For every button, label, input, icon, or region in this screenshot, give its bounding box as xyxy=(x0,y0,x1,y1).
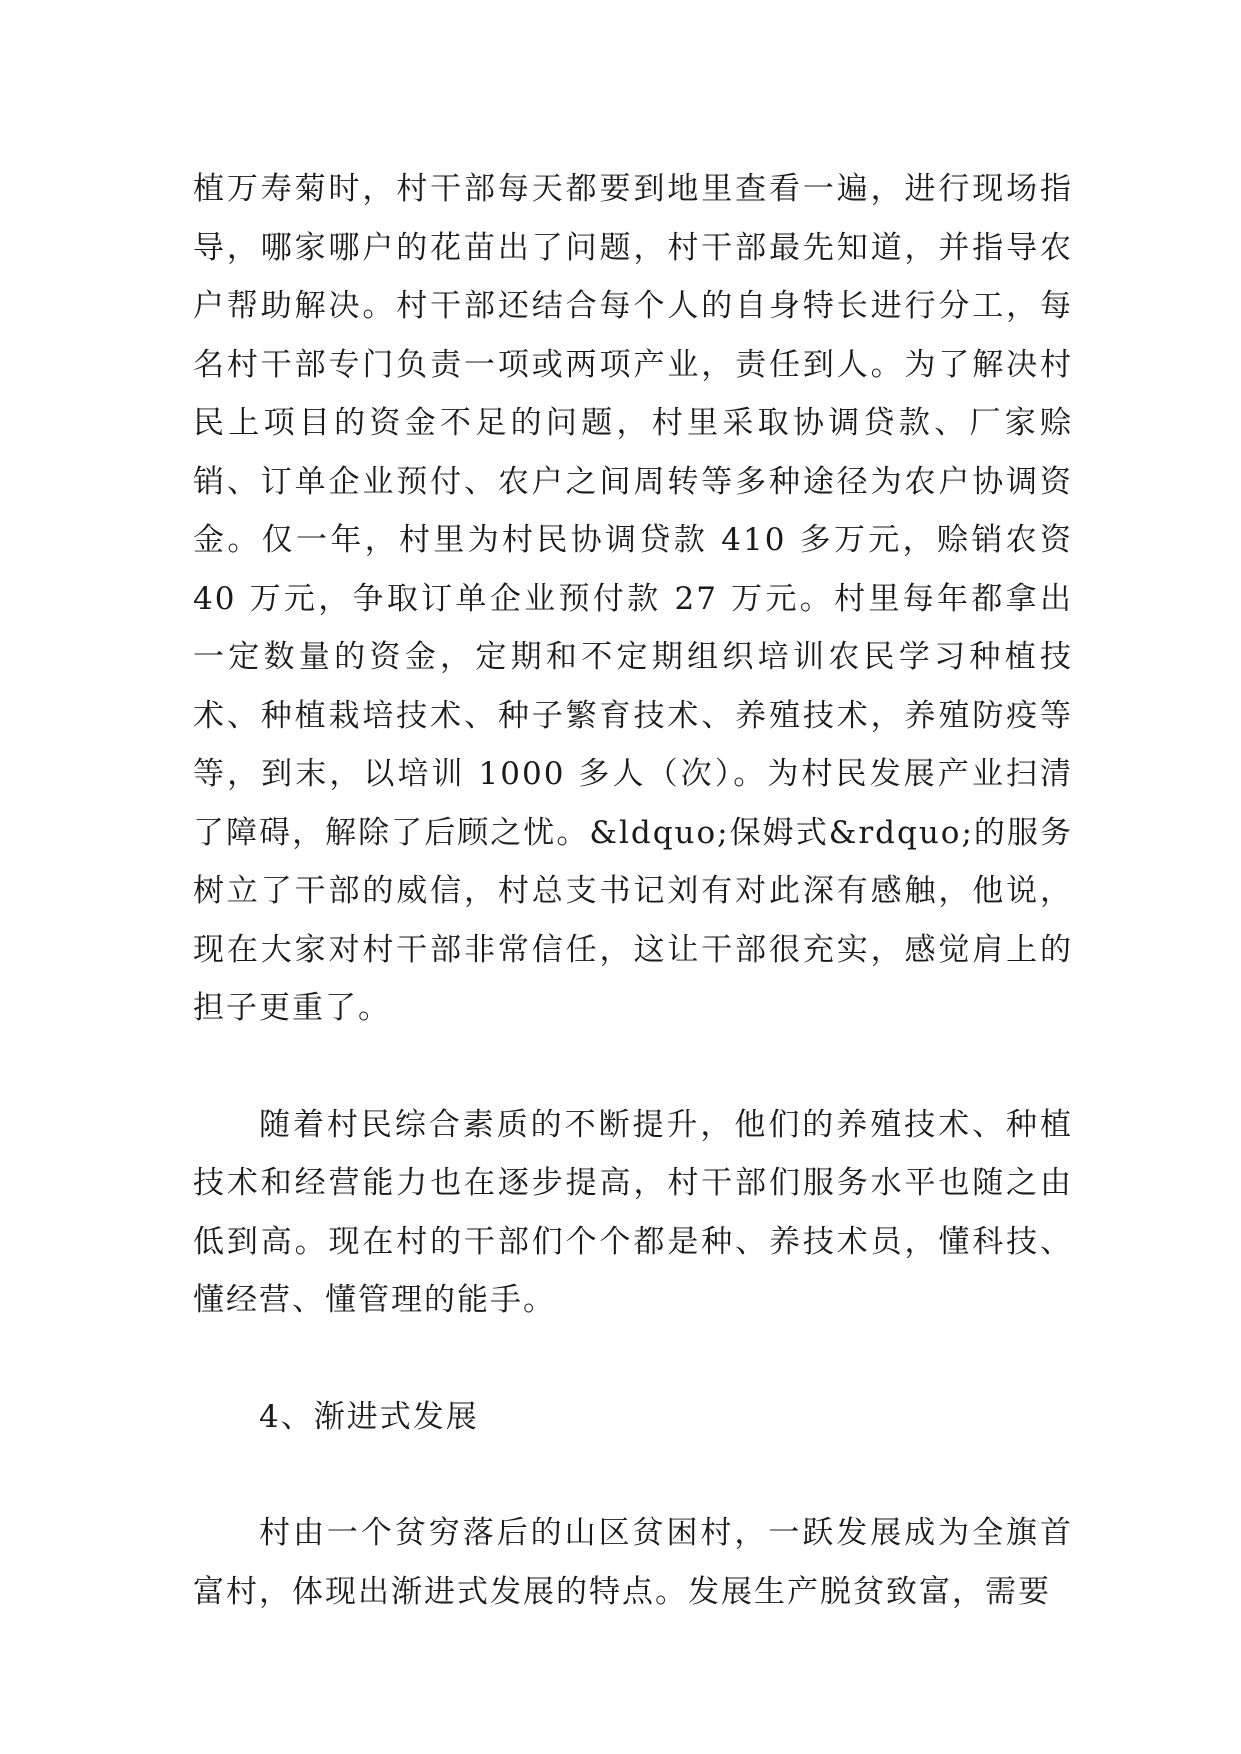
paragraph-gap xyxy=(193,1330,1073,1388)
paragraph-1: 植万寿菊时，村干部每天都要到地里查看一遍，进行现场指导，哪家哪户的花苗出了问题，村干部最先知道，并指导农户帮助解决。村干部还结合每个人的自身特长进行分工，每名村干部专门负责一项或两项产业，责任到人。为了解决村民上项目的资金不足的问题，村里采取协调贷款、厂家赊销、订单企业预付、农户之间周转等多种途径为农户协调资金。仅一年，村里为村民协调贷款 410 多万元，赊销农资 40 万元，争取订单企业预付款 27 万元。村里每年都拿出一定数量的资金，定期和不定期组织培训农民学习种植技术、种植栽培技术、种子繁育技术、养殖技术，养殖防疫等等，到末，以培训 1000 多人（次）。为村民发展产业扫清了障碍，解除了后顾之忧。&ldquo;保姆式&rdquo;的服务树立了干部的威信，村总支书记刘有对此深有感触，他说，现在大家对村干部非常信任，这让干部很充实，感觉肩上的担子更重了。 xyxy=(193,171,1073,1026)
paragraph-gap xyxy=(193,1038,1073,1096)
paragraph-2: 随着村民综合素质的不断提升，他们的养殖技术、种植技术和经营能力也在逐步提高，村干部们服务水平也随之由低到高。现在村的干部们个个都是种、养技术员，懂科技、懂经营、懂管理的能手。 xyxy=(193,1106,1073,1318)
paragraph-3: 村由一个贫穷落后的山区贫困村，一跃发展成为全旗首富村，体现出渐进式发展的特点。发展生产脱贫致富，需要 xyxy=(193,1515,1073,1610)
paragraph-gap xyxy=(193,1446,1073,1504)
document-page xyxy=(193,160,1073,1621)
section-heading: 4、渐进式发展 xyxy=(259,1398,479,1435)
